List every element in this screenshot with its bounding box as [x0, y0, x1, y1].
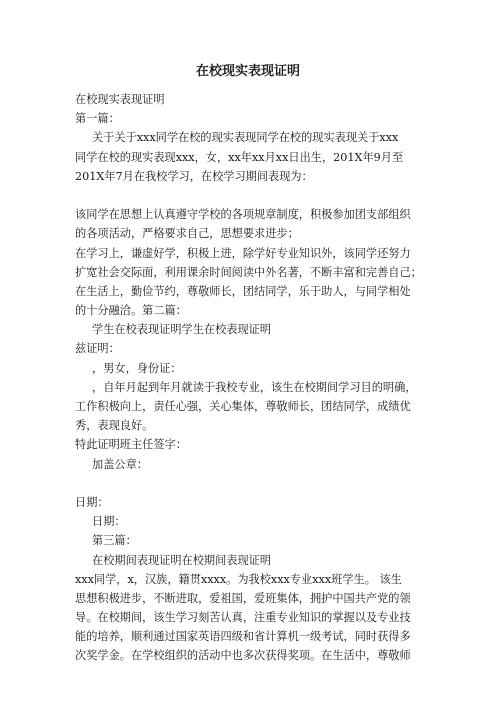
- text-line: 同学在校的现实表现xxx，女，xx年xx月xx日出生，201X年9月至: [75, 150, 404, 164]
- document-title: 在校现实表现证明: [195, 64, 300, 79]
- text-line: 在生活上，勤俭节约，尊敬师长，团结同学，乐于助人，与同学相处: [75, 284, 411, 298]
- text-line: ，男女，身份证：: [92, 361, 182, 375]
- text-line: 该同学在思想上认真遵守学校的各项规章制度，积极参加团支部组织: [75, 208, 411, 222]
- text-line: 能的培养，顺利通过国家英语四级和省计算机一级考试，同时获得多: [75, 630, 411, 644]
- text-line: 思想积极进步，不断进取，爱祖国，爱班集体，拥护中国共产党的领: [75, 591, 411, 605]
- section-heading: 第一篇：: [75, 112, 120, 126]
- text-line: 工作积极向上，责任心强，关心集体，尊敬师长，团结同学，成绩优: [75, 400, 411, 413]
- text-line: 秀，表现良好。: [75, 419, 154, 433]
- text-line: 在学习上，谦虚好学，积极上进，除学好专业知识外，该同学还努力: [75, 246, 411, 260]
- blank-line: [75, 474, 427, 493]
- text-line: 次奖学金。在学校组织的活动中也多次获得奖项。在生活中，尊敬师: [75, 649, 411, 663]
- text-line: 兹证明：: [75, 342, 120, 356]
- section-heading: 第三篇：: [92, 534, 137, 548]
- text-line: 学生在校表现证明学生在校表现证明: [92, 323, 272, 337]
- text-line: ，自年月起到年月就读于我校专业，该生在校期间学习目的明确，: [92, 380, 417, 394]
- text-line: 在校现实表现证明: [75, 93, 165, 106]
- text-line: 201X年7月在我校学习，在校学习期间表现为：: [75, 169, 313, 183]
- text-line: 日期：: [75, 495, 109, 509]
- text-line: 关于关于xxx同学在校的现实表现同学在校的现实表现关于xxx: [92, 131, 399, 145]
- text-line: 加盖公章：: [92, 457, 148, 471]
- blank-line: [75, 186, 427, 205]
- text-line: 的各项活动，严格要求自己，思想要求进步；: [75, 227, 299, 241]
- text-line: 扩宽社会交际面，利用课余时间阅读中外名著，不断丰富和完善自己；: [75, 265, 422, 279]
- text-line: 日期：: [92, 515, 126, 529]
- text-line: 特此证明班主任签字：: [75, 438, 187, 452]
- document-body: [75, 90, 427, 666]
- text-line: xxx同学，x，汉族，籍贯xxxx。为我校xxx专业xxx班学生。 该生: [75, 572, 402, 586]
- text-line: 导。在校期间，该生学习刻苦认真，注重专业知识的掌握以及专业技: [75, 611, 411, 625]
- text-line: 的十分融洽。第二篇：: [75, 304, 187, 318]
- text-line: 在校期间表现证明在校期间表现证明: [92, 553, 272, 567]
